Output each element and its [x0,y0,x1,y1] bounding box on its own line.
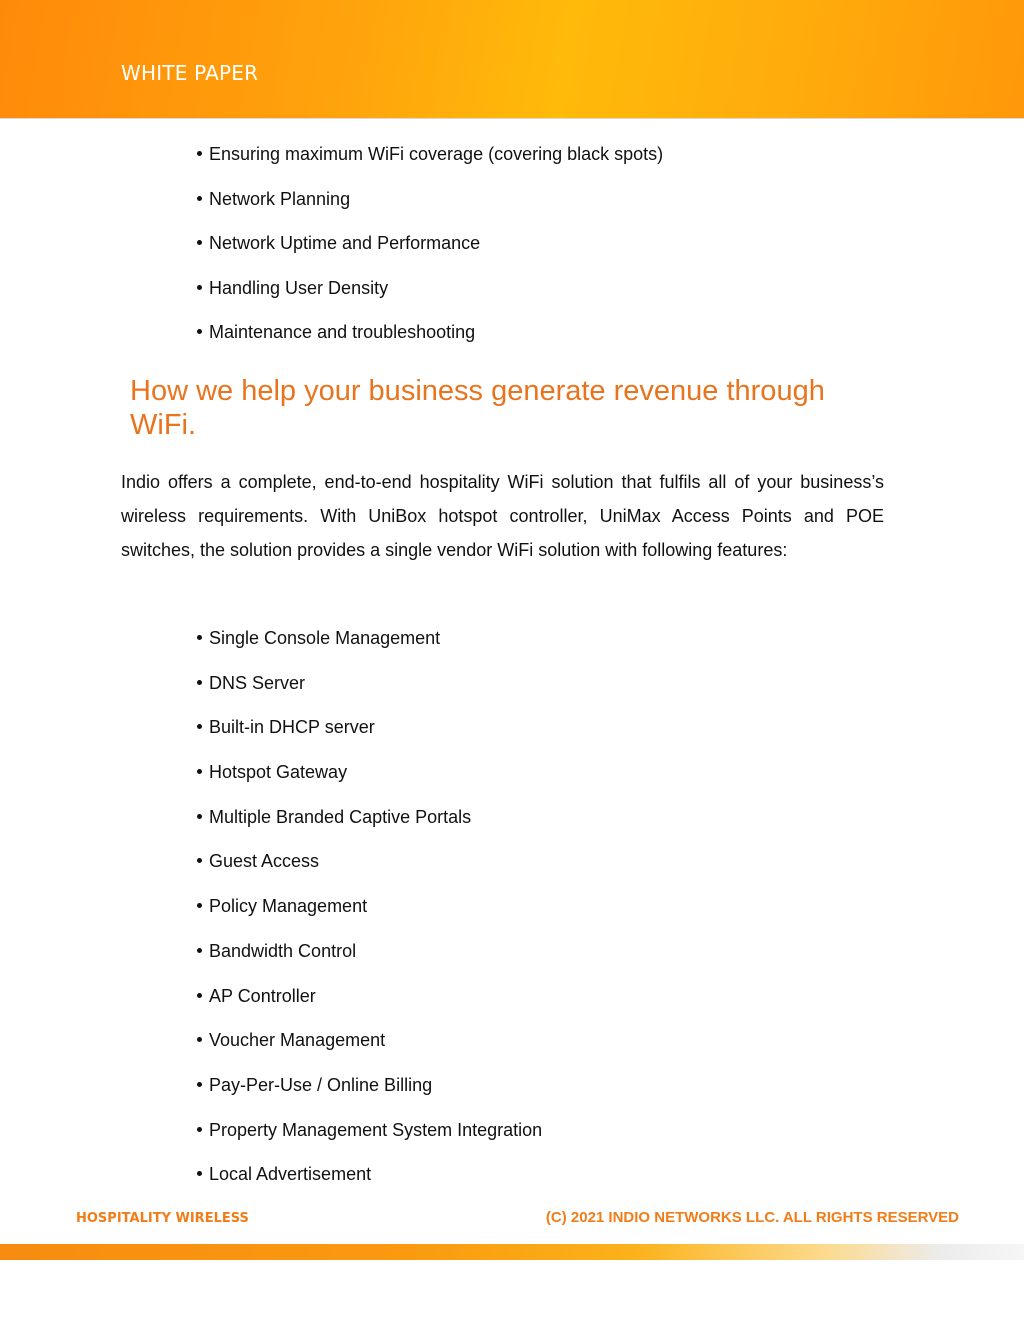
list-item [197,1074,542,1096]
footer-category-label: HOSPITALITY WIRELESS [76,1211,249,1226]
list-item [197,1119,542,1141]
header-divider [0,118,1024,119]
list-item-label: Built-in DHCP server [209,717,375,738]
bullet-dot-icon [197,769,202,774]
list-item [197,627,542,649]
list-item [197,1163,542,1185]
list-item-label: Bandwidth Control [209,940,357,961]
list-item [197,940,542,962]
list-item-label: Hotspot Gateway [209,762,348,783]
features-list [197,627,542,1208]
list-item [197,321,663,343]
list-item [197,143,663,165]
list-item-label: Network Planning [209,188,351,209]
list-item-label: Pay-Per-Use / Online Billing [209,1074,433,1095]
bullet-dot-icon [197,724,202,729]
list-item [197,985,542,1007]
bullet-dot-icon [197,993,202,998]
bullet-dot-icon [197,329,202,334]
challenges-list [197,143,663,366]
footer-copyright: (C) 2021 INDIO NETWORKS LLC. ALL RIGHTS RESERVED [545,1209,959,1226]
list-item-label: Policy Management [209,896,368,917]
bullet-dot-icon [197,635,202,640]
list-item-label: Voucher Management [209,1030,386,1051]
list-item-label: Ensuring maximum WiFi coverage (covering black spots) [209,144,664,164]
bullet-dot-icon [197,680,202,685]
document-type-label: WHITE PAPER [121,61,259,85]
bullet-dot-icon [197,858,202,863]
list-item [197,716,542,738]
bullet-dot-icon [197,1171,202,1176]
list-item-label: DNS Server [209,672,306,693]
bullet-dot-icon [197,1082,202,1087]
list-item-label: Local Advertisement [209,1164,372,1185]
section-heading: How we help your business generate revenue through WiFi. [130,375,825,441]
list-item [197,672,542,694]
bullet-dot-icon [197,240,202,245]
list-item [197,188,663,210]
list-item [197,895,542,917]
list-item [197,806,542,828]
bullet-dot-icon [197,814,202,819]
list-item [197,850,542,872]
list-item [197,1029,542,1051]
bullet-dot-icon [197,196,202,201]
list-item-label: AP Controller [209,985,316,1006]
bullet-dot-icon [197,1127,202,1132]
list-item-label: Maintenance and troubleshooting [209,322,476,343]
header-band [0,0,1024,118]
bullet-dot-icon [197,903,202,908]
bullet-dot-icon [197,151,202,156]
intro-paragraph: Indio offers a complete, end-to-end hospitality WiFi solution that fulfils all of your business’s wireless requirements. With UniBox hotspot controller, UniMax Access Points and POE switches, the solution provides a single vendor WiFi solution with following features: [121,472,884,560]
list-item-label: Network Uptime and Performance [209,233,481,254]
bullet-dot-icon [197,1037,202,1042]
footer-band [0,1244,1024,1260]
list-item [197,232,663,254]
list-item-label: Property Management System Integration [209,1119,543,1140]
list-item [197,277,663,299]
list-item-label: Multiple Branded Captive Portals [209,806,472,827]
bullet-dot-icon [197,948,202,953]
list-item-label: Guest Access [209,851,320,872]
list-item-label: Handling User Density [209,277,389,298]
bullet-dot-icon [197,285,202,290]
list-item [197,761,542,783]
list-item-label: Single Console Management [209,628,441,648]
